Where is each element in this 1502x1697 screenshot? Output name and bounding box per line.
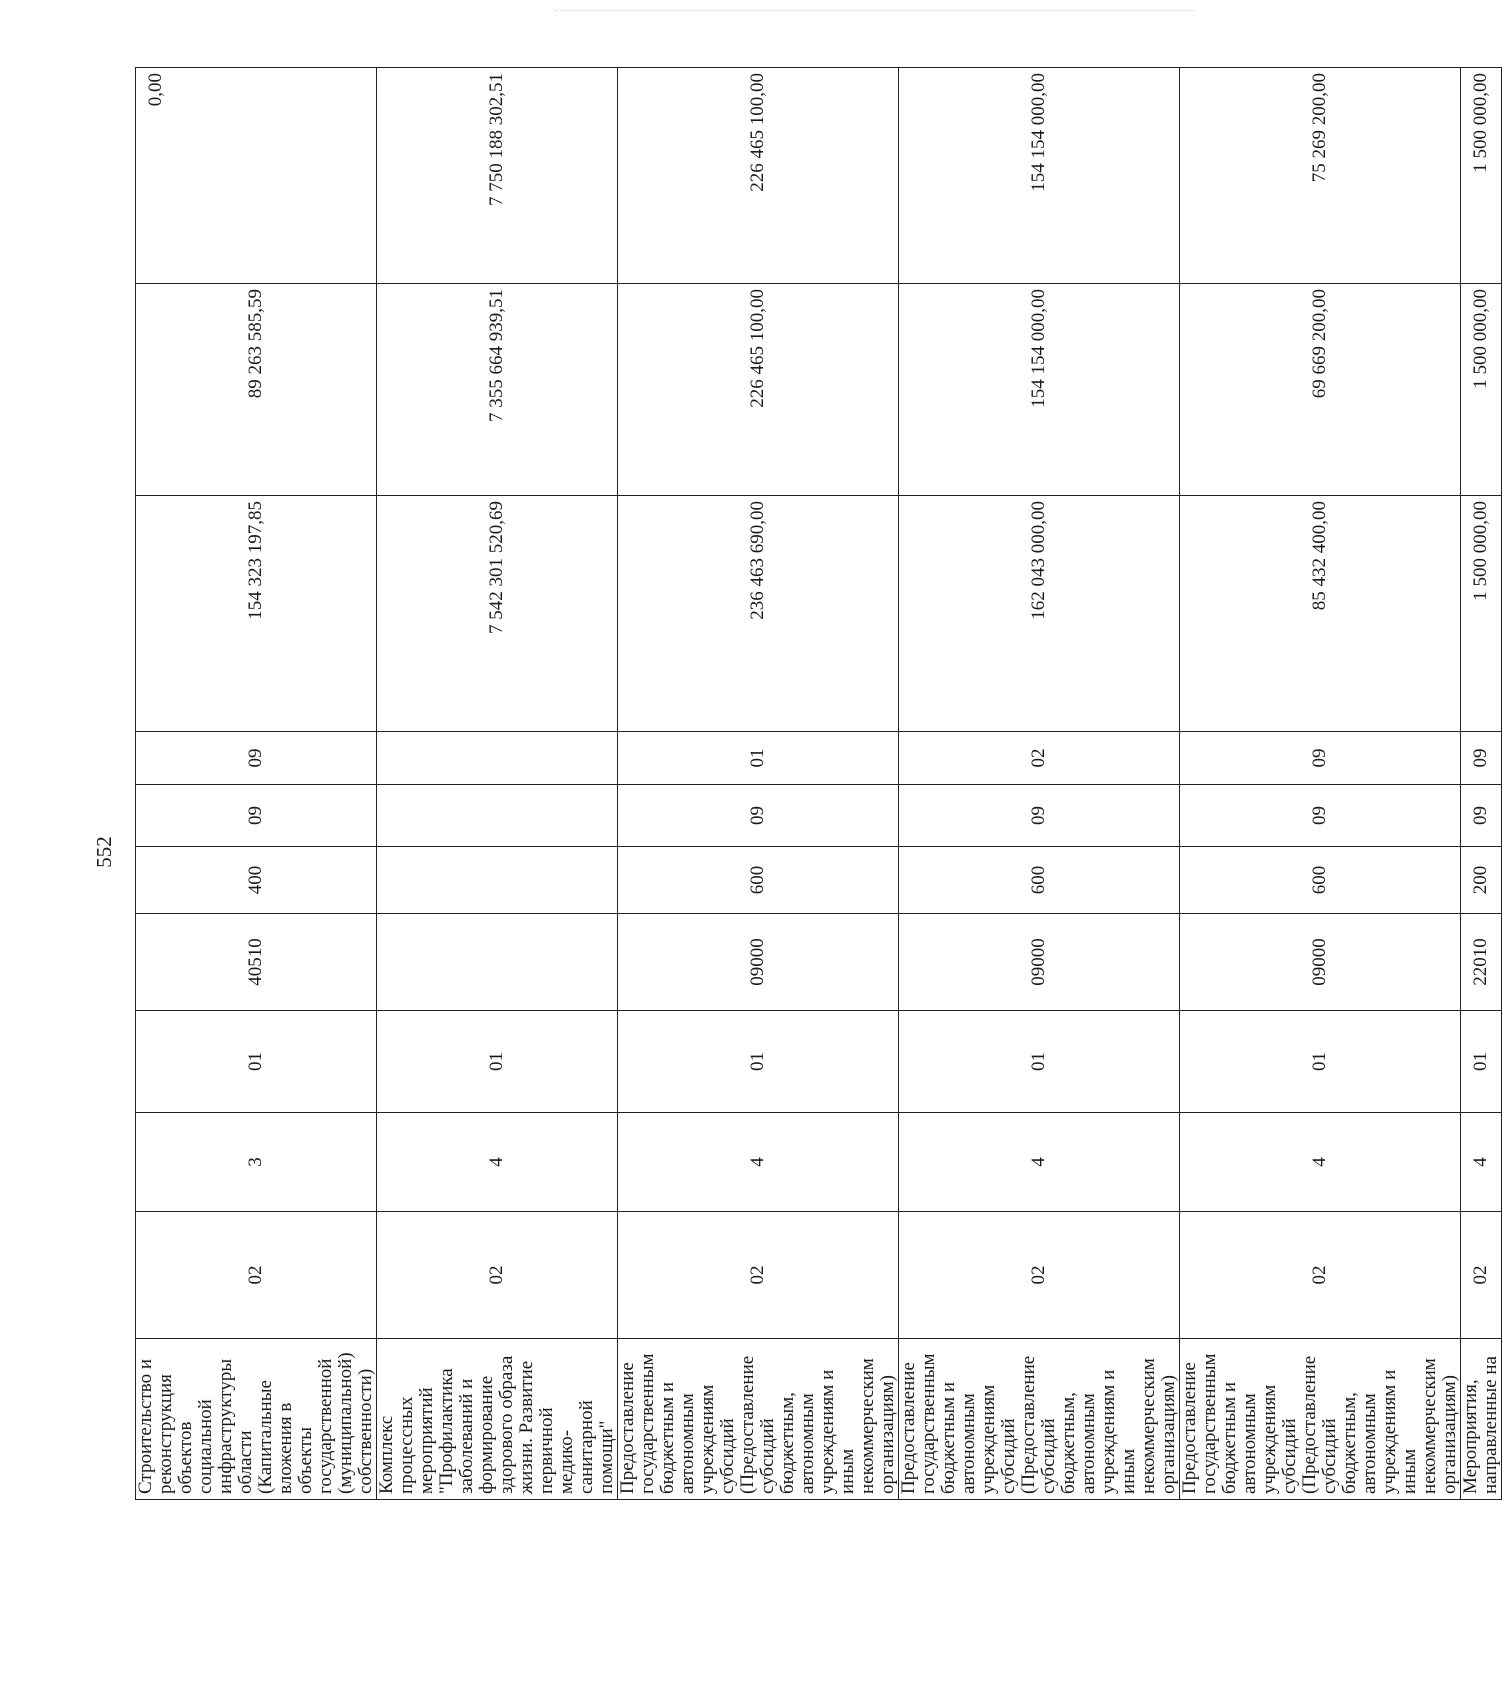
amount-cell: 69 669 200,00 (1180, 284, 1461, 496)
table-row (136, 68, 377, 1500)
code-cell: 09 (1180, 785, 1461, 847)
code-cell: 02 (618, 1212, 899, 1339)
code-cell: 3 (136, 1113, 377, 1212)
amount-cell: 236 463 690,00 (618, 496, 899, 732)
code-cell (377, 914, 618, 1011)
code-cell: 4 (377, 1113, 618, 1212)
code-cell: 09000 (899, 914, 1180, 1011)
amount-cell: 154 154 000,00 (899, 68, 1180, 284)
code-cell: 600 (899, 847, 1180, 914)
amount-cell: 1 500 000,00 (1461, 496, 1502, 732)
amount-cell: 85 432 400,00 (1180, 496, 1461, 732)
code-cell: 02 (1180, 1212, 1461, 1339)
row-name: Предоставление государственным бюджетным и автономным учреждениям субсидий (Предоставление субсидий бюджетным, автономным учреждениям и иным некоммерческим организациям) (1180, 1339, 1461, 1500)
code-cell: 09 (136, 732, 377, 785)
code-cell: 01 (618, 1011, 899, 1113)
table-row (377, 68, 618, 1500)
amount-cell: 7 542 301 520,69 (377, 496, 618, 732)
scan-artifact-line (555, 10, 1195, 11)
amount-cell: 75 269 200,00 (1180, 68, 1461, 284)
code-cell: 09 (1180, 732, 1461, 785)
code-cell: 02 (1461, 1212, 1502, 1339)
amount-cell: 7 750 188 302,51 (377, 68, 618, 284)
row-name: Комплекс процессных мероприятий "Профилактика заболеваний и формирование здорового образа жизни. Развитие первичной медико-санитарной помощи" (377, 1339, 618, 1500)
row-name: Мероприятия, направленные на (1461, 1339, 1502, 1500)
code-cell: 40510 (136, 914, 377, 1011)
code-cell (377, 847, 618, 914)
amount-cell: 0,00 (136, 68, 377, 284)
code-cell: 22010 (1461, 914, 1502, 1011)
code-cell: 01 (136, 1011, 377, 1113)
code-cell: 4 (1180, 1113, 1461, 1212)
code-cell: 09 (1461, 732, 1502, 785)
code-cell: 400 (136, 847, 377, 914)
code-cell: 09 (1461, 785, 1502, 847)
table-row (1461, 68, 1502, 1500)
amount-cell: 154 154 000,00 (899, 284, 1180, 496)
code-cell: 02 (899, 1212, 1180, 1339)
code-cell: 09 (618, 785, 899, 847)
code-cell: 02 (899, 732, 1180, 785)
row-name: Предоставление государственным бюджетным и автономным учреждениям субсидий (Предоставление субсидий бюджетным, автономным учреждениям и иным некоммерческим организациям) (618, 1339, 899, 1500)
code-cell: 01 (377, 1011, 618, 1113)
code-cell: 200 (1461, 847, 1502, 914)
code-cell: 02 (136, 1212, 377, 1339)
table-row (1180, 68, 1461, 1500)
code-cell: 01 (1180, 1011, 1461, 1113)
rotated-table-container (135, 68, 1501, 1500)
amount-cell: 7 355 664 939,51 (377, 284, 618, 496)
amount-cell: 162 043 000,00 (899, 496, 1180, 732)
code-cell: 02 (377, 1212, 618, 1339)
row-name: Строительство и реконструкция объектов социальной инфраструктуры области (Капитальные вложения в объекты государственной (муниципальной) собственности) (136, 1339, 377, 1500)
amount-cell: 226 465 100,00 (618, 68, 899, 284)
code-cell: 600 (1180, 847, 1461, 914)
amount-cell: 154 323 197,85 (136, 496, 377, 732)
code-cell: 4 (1461, 1113, 1502, 1212)
code-cell: 600 (618, 847, 899, 914)
code-cell: 01 (1461, 1011, 1502, 1113)
code-cell: 09 (899, 785, 1180, 847)
code-cell (377, 785, 618, 847)
budget-table (135, 67, 1502, 1500)
table-row (899, 68, 1180, 1500)
code-cell: 09000 (1180, 914, 1461, 1011)
page-number: 552 (92, 836, 116, 868)
amount-cell: 1 500 000,00 (1461, 68, 1502, 284)
code-cell (377, 732, 618, 785)
amount-cell: 89 263 585,59 (136, 284, 377, 496)
amount-cell: 226 465 100,00 (618, 284, 899, 496)
code-cell: 4 (618, 1113, 899, 1212)
code-cell: 4 (899, 1113, 1180, 1212)
table-row (618, 68, 899, 1500)
row-name: Предоставление государственным бюджетным и автономным учреждениям субсидий (Предоставление субсидий бюджетным, автономным учреждениям и иным некоммерческим организациям) (899, 1339, 1180, 1500)
code-cell: 01 (899, 1011, 1180, 1113)
code-cell: 01 (618, 732, 899, 785)
amount-cell: 1 500 000,00 (1461, 284, 1502, 496)
code-cell: 09 (136, 785, 377, 847)
code-cell: 09000 (618, 914, 899, 1011)
